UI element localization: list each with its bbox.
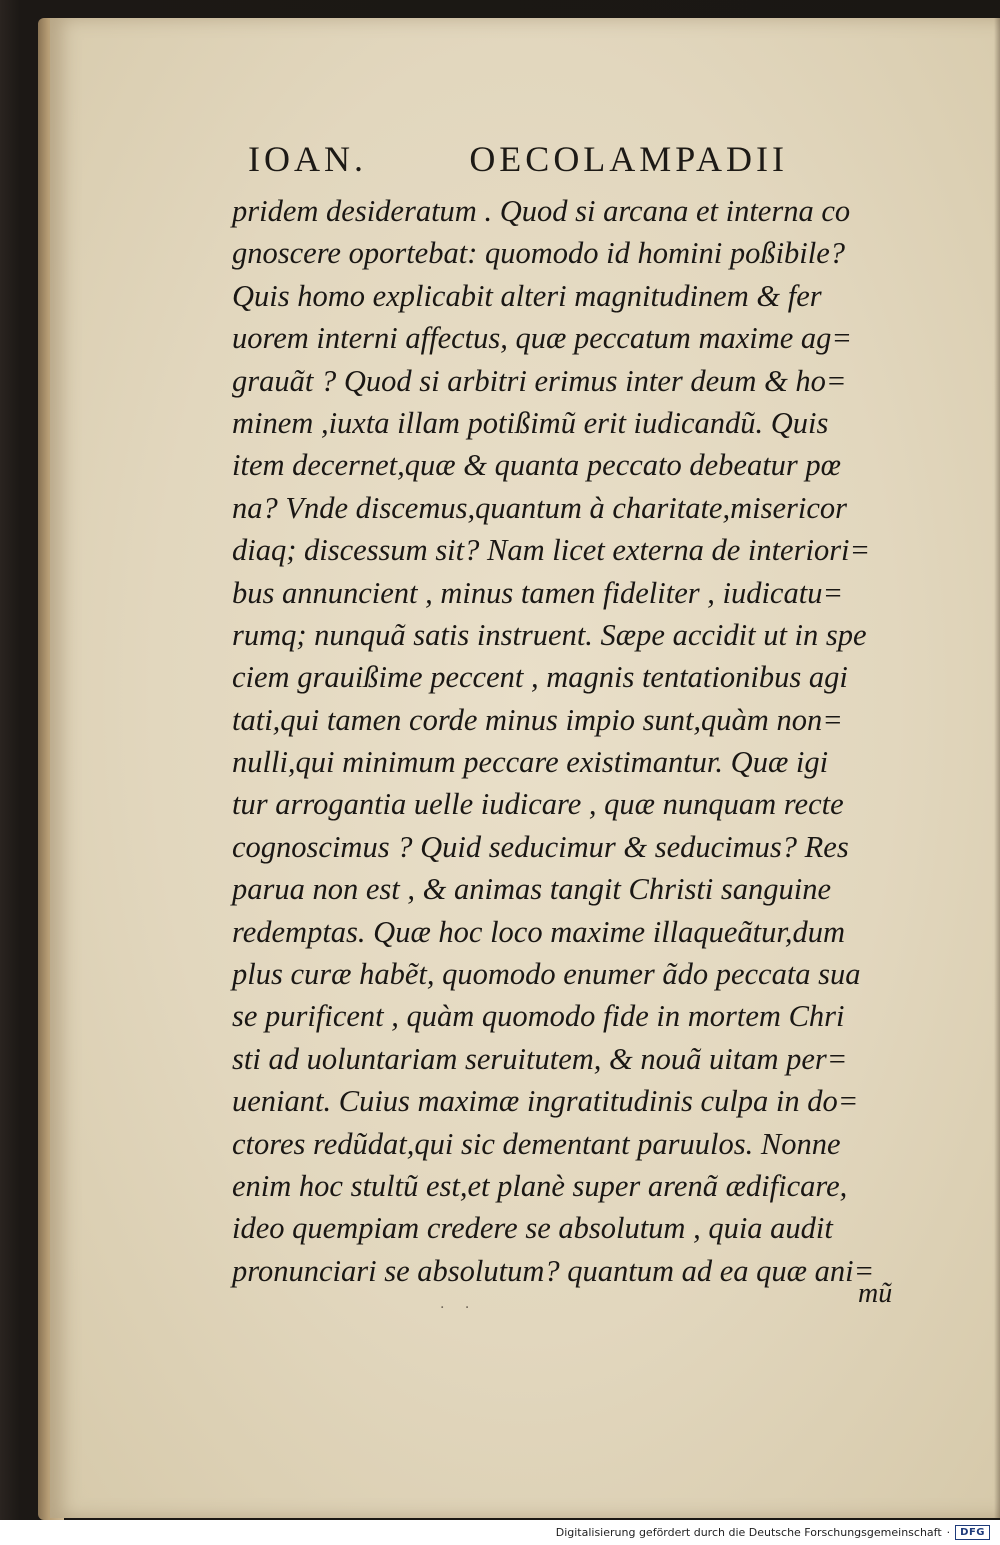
text-line: uorem interni affectus, quæ peccatum maxime ag=	[232, 321, 853, 356]
text-line: pridem desideratum . Quod si arcana et interna co	[232, 194, 851, 228]
paper-specks: · ·	[440, 1300, 478, 1316]
separator: ·	[946, 1526, 951, 1539]
text-line: item decernet,quæ & quanta peccato debeatur pœ	[232, 448, 842, 483]
header-title: OECOLAMPADII	[469, 139, 788, 179]
text-line: Quis homo explicabit alteri magnitudinem & fer	[232, 278, 822, 313]
funding-credit: Digitalisierung gefördert durch die Deutsche Forschungsgemeinschaft	[555, 1526, 942, 1539]
text-line: se purificent , quàm quomodo fide in mortem Chri	[232, 999, 845, 1034]
text-line: ciem grauißime peccent , magnis tentationibus agi	[232, 660, 848, 695]
text-line: plus curæ habẽt, quomodo enumer ãdo peccata sua	[232, 957, 861, 992]
body-text	[232, 190, 902, 1292]
text-line: tur arrogantia uelle iudicare , quæ nunquam recte	[232, 787, 844, 822]
text-line: diaq; discessum sit? Nam licet externa de interiori=	[232, 533, 871, 568]
text-line: nulli,qui minimum peccare existimantur. Quæ igi	[232, 745, 829, 780]
text-line: minem ,iuxta illam potißimũ erit iudicandũ. Quis	[232, 405, 829, 440]
text-line: grauãt ? Quod si arbitri erimus inter deum & ho=	[232, 363, 847, 398]
text-line: cognoscimus ? Quid seducimur & seducimus? Res	[232, 829, 849, 864]
text-line: ideo quempiam credere se absolutum , quia audit	[232, 1211, 833, 1246]
text-line: pronunciari se absolutum? quantum ad ea quæ ani=	[232, 1253, 875, 1288]
text-line: tati,qui tamen corde minus impio sunt,quàm non=	[232, 702, 843, 737]
catchword: mũ	[858, 1278, 893, 1309]
text-line: parua non est , & animas tangit Christi sanguine	[232, 872, 832, 907]
dfg-logo[interactable]: DFG	[955, 1525, 990, 1540]
text-line: sti ad uoluntariam seruitutem, & nouã uitam per=	[232, 1041, 848, 1076]
text-line: bus annuncient , minus tamen fideliter , iudicatu=	[232, 575, 844, 610]
text-line: ctores redũdat,qui sic dementant paruulos. Nonne	[232, 1126, 841, 1161]
text-line: gnoscere oportebat: quomodo id homini poßibile?	[232, 236, 846, 271]
text-line: ueniant. Cuius maximæ ingratitudinis culpa in do=	[232, 1084, 859, 1119]
text-line: enim hoc stultũ est,et planè super arenã ædificare,	[232, 1168, 848, 1203]
footer-credit-bar	[0, 1520, 1000, 1545]
text-line: redemptas. Quæ hoc loco maxime illaqueãtur,dum	[232, 914, 846, 949]
text-line: na? Vnde discemus,quantum à charitate,misericor	[232, 490, 848, 525]
header-author: IOAN.	[248, 139, 367, 179]
running-header	[248, 138, 788, 180]
text-line: rumq; nunquã satis instruent. Sæpe accidit ut in spe	[232, 617, 867, 652]
